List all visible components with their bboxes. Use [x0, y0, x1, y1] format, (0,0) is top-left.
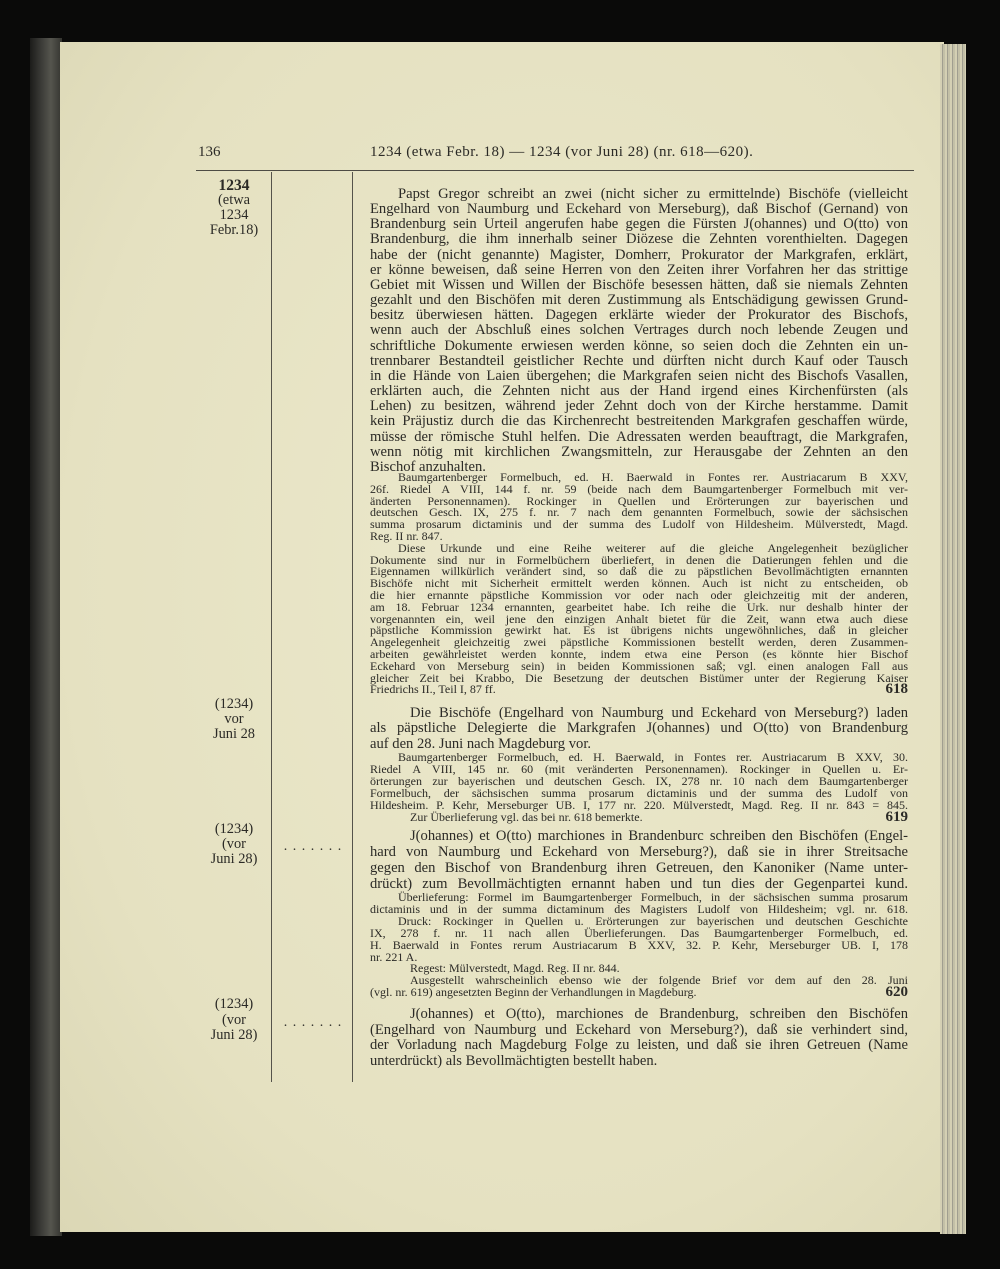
- note-line: arbeiten gewährleistet werden konnte, indem etwa eine Person (es könnte hier Bischof: [370, 646, 908, 661]
- regest-notes: [370, 472, 908, 696]
- book-edge-left: [30, 38, 62, 1236]
- date-line: (etwa: [218, 192, 250, 208]
- summary-line: Lehen) zu besitzen, während jeder Zehnt doch von der Kirche herstamme. Damit: [370, 398, 908, 415]
- header-rule: [196, 170, 914, 171]
- summary-line: in die Hände von Laien übergehen; die Markgrafen seien nicht des Bischofs Vasallen,: [370, 367, 908, 384]
- summary-line: er könne beweisen, daß seine Herren von den Zeiten ihrer Vorfahren her das strittige: [370, 261, 908, 278]
- note-line: Ausgestellt wahrscheinlich ebenso wie der folgende Brief vor dem auf den 28. Juni: [410, 973, 908, 988]
- note-line: vorgenannten ein, weil jene den einzigen Anhalt bietet für die Zeit, wann etwa auch diese: [370, 611, 908, 626]
- note-line: Eckehard von Merseburg sein) in beiden Kommissionen saß; vgl. einen analogen Fall aus: [370, 658, 908, 673]
- regest-number: 618: [885, 681, 908, 698]
- regest-summary: [370, 706, 908, 752]
- date-line: Febr.18): [209, 222, 259, 238]
- date-line: (1234): [214, 821, 254, 837]
- date-column: [196, 997, 272, 1044]
- note-line: Druck: Rockinger in Quellen u. Erörterungen zur bayerischen und deutschen Geschichte: [398, 913, 908, 928]
- column-rule-left: [271, 172, 272, 1082]
- summary-line: Gebiet mit Wissen und Willen der Bischöfe besessen hätten, daß sie niemals Zehnten: [370, 276, 908, 293]
- regest-summary: [370, 828, 908, 892]
- note-line: Formelbuch, der sächsischen summa prosarum dictaminis und der summa des Ludolf von: [370, 785, 908, 800]
- summary-line: Brandenburg sein Urteil angerufen habe gegen die Fürsten J(ohannes) und O(tto) von: [370, 216, 908, 233]
- summary-line: besitz überwiesen hätten. Dagegen erklärte wieder der Prokurator des Bischofs,: [370, 307, 908, 324]
- page-number: 136: [198, 144, 221, 160]
- summary-line: als päpstliche Delegierte die Markgrafen J(ohannes) und O(tto) von Brandenburg: [370, 720, 908, 737]
- note-line: Überlieferung: Formel im Baumgartenberger Formelbuch, in der sächsischen summa prosarum: [398, 890, 908, 904]
- note-line: Angelegenheit gleichzeitig zwei päpstliche Kommissionen bestellt werden, deren Zusammen-: [370, 635, 908, 650]
- note-line: Diese Urkunde und eine Reihe weiterer auf die gleiche Angelegenheit bezüglicher: [398, 540, 908, 555]
- regest-summary: [370, 1007, 908, 1070]
- note-line: Zur Überlieferung vgl. das bei nr. 618 bemerkte.: [410, 809, 643, 824]
- note-line: päpstliche Kommission gewirkt hat. Es ist übrigens nichts ungewöhnliches, daß in gleicher: [370, 623, 908, 638]
- summary-line: Die Bischöfe (Engelhard von Naumburg und Eckehard von Merseburg?) laden: [410, 705, 908, 721]
- note-line: Friedrichs II., Teil I, 87 ff.: [370, 682, 496, 697]
- page-edges-right: [940, 44, 966, 1234]
- date-column: [196, 697, 272, 742]
- note-line-final: [370, 681, 908, 698]
- summary-line: hard von Naumburg und Eckehard von Merseburg?), daß sie in ihrer Streitsache: [370, 844, 908, 860]
- summary-line: Papst Gregor schreibt an zwei (nicht sicher zu ermittelnde) Bischöfe (vielleicht: [398, 186, 908, 202]
- date-line: (1234): [214, 996, 254, 1012]
- note-line: Dokumente sind nur in Formelbüchern überliefert, in denen die Datierungen fehlen und die: [370, 552, 908, 567]
- note-line: nr. 221 A.: [370, 949, 418, 964]
- note-line: Reg. II nr. 847.: [370, 528, 443, 543]
- summary-line: (Engelhard von Naumburg und Eckehard von Merseburg?), daß sie verhindert sind,: [370, 1021, 908, 1038]
- date-column: [196, 822, 272, 867]
- date-line: (1234): [214, 696, 254, 712]
- note-line: örterungen zur bayerischen und deutschen Gesch. IX, 278 nr. 10 nach dem Baumgartenberger: [370, 773, 908, 788]
- regest-number: 620: [885, 984, 908, 1001]
- date-line: (vor: [222, 836, 246, 852]
- summary-line: der Vorladung nach Magdeburg Folge zu leisten, und daß sie ihren Getreuen (Name: [370, 1037, 908, 1054]
- note-line: Regest: Mülverstedt, Magd. Reg. II nr. 844.: [410, 961, 620, 976]
- date-line: 1234: [219, 207, 249, 223]
- date-line: Juni 28): [210, 1027, 258, 1043]
- leader-dots: . . . . . . .: [283, 839, 343, 854]
- summary-line: müsse der römische Stuhl helfen. Die Adressaten werden beauftragt, die Markgrafen,: [370, 428, 908, 445]
- summary-line: drückt) zum Bevollmächtigten ernannt haben und tun dies der Gegenpartei kund.: [370, 876, 908, 892]
- note-line: Baumgartenberger Formelbuch, ed. H. Baerwald in Fontes rer. Austriacarum B XXV,: [398, 470, 908, 484]
- note-line: (vgl. nr. 619) angesetzten Beginn der Verhandlungen in Magdeburg.: [370, 985, 697, 1000]
- note-line: änderten Personennamen). Rockinger in Quellen und Erörterungen zur bayerischen und: [370, 493, 908, 508]
- summary-line: Brandenburg, die ihm innerhalb seiner Diözese die Zehnten vorenthielten. Dagegen: [370, 231, 908, 248]
- note-line: Bischöfe nicht mit Sicherheit ermittelt werden können. Auch ist nicht zu entscheiden, ob: [370, 576, 908, 591]
- date-line: Juni 28: [213, 726, 255, 742]
- date-line: (vor: [222, 1011, 246, 1028]
- column-rule-right: [352, 172, 353, 1082]
- summary-line: gezahlt und den Bischöfen mit deren Zustimmung als Entschädigung gewissen Grund-: [370, 292, 908, 309]
- date-line: Juni 28): [210, 851, 258, 867]
- note-line: IX, 278 f. nr. 11 nach allen Überlieferungen. Das Baumgartenberger Formelbuch, ed.: [370, 925, 908, 940]
- summary-line: wenn nötig mit kirchlichen Zwangsmitteln, zur Herausgabe der Zehnten an den: [370, 443, 908, 460]
- note-line: summa prosarum dictaminis und der summa des Ludolf von Hildesheim. Mülverstedt, Magd.: [370, 517, 908, 532]
- summary-line: gegen den Bischof von Brandenburg ihren Getreuen, den Kanoniker (Name unter-: [370, 860, 908, 876]
- note-line: gleicher Zeit bei Krabbo, Die Besetzung der deutschen Bistümer unter der Regierung Kaiser: [370, 670, 908, 685]
- date-line: vor: [224, 711, 244, 727]
- note-line: Hildesheim. P. Kehr, Merseburger UB. I, 177 nr. 220. Mülverstedt, Magd. Reg. II nr. 843 = 845.: [370, 797, 908, 812]
- note-line: Eigennamen willkürlich verändert sind, so daß die zu päpstlichen Bevollmächtigten ernannten: [370, 564, 908, 579]
- summary-line: J(ohannes) et O(tto) marchiones in Brandenburc schreiben den Bischöfen (Engel-: [410, 828, 908, 844]
- regest-number: 619: [885, 808, 908, 825]
- summary-line: kein Präjustiz durch die das Kirchenrecht bestreitenden Markgrafen geschaffen würde,: [370, 413, 908, 430]
- note-line: am 18. Februar 1234 ernannten, gearbeitet habe. Ich reihe die Urk. nur deshalb hinter der: [370, 599, 908, 614]
- summary-line: auf den 28. Juni nach Magdeburg vor.: [370, 735, 592, 752]
- note-line: 26f. Riedel A VIII, 144 f. nr. 59 (beide nach dem Baumgartenberger Formelbuch mit ver-: [370, 481, 908, 496]
- summary-line: Bischof anzuhalten.: [370, 458, 486, 475]
- note-line-final: [370, 808, 908, 825]
- summary-line: habe der (nicht genannte) Magister, Domherr, Prokurator der Markgrafen, erklärt,: [370, 246, 908, 263]
- note-line: Riedel A VIII, 145 nr. 60 (mit veränderten Personennamen). Rockinger in Quellen u. Er-: [370, 761, 908, 776]
- note-line: H. Baerwald in Fontes rerum Austriacarum B XXV, 32. P. Kehr, Merseburger UB. I, 178: [370, 937, 908, 952]
- note-line: dictaminis und in der summa dictaminum des Magisters Ludolf von Hildesheim; vgl. nr. 618.: [370, 901, 908, 916]
- summary-line: trennbarer Bestandteil geistlicher Rechte und dürften nicht durch Kauf oder Tausch: [370, 352, 908, 369]
- running-title: 1234 (etwa Febr. 18) — 1234 (vor Juni 28) (nr. 618—620).: [370, 144, 754, 160]
- note-line: die hier ernannte päpstliche Kommission vor oder nach oder gleichzeitig mit der anderen,: [370, 587, 908, 602]
- summary-line: wenn auch der Abschluß eines solchen Vertrages durch noch lebende Zeugen und: [370, 322, 908, 339]
- regest-notes: [370, 892, 908, 999]
- note-line: Baumgartenberger Formelbuch, ed. H. Baerwald, in Fontes rer. Austriacarum B XXV, 30.: [398, 750, 908, 764]
- leader-dots: . . . . . . .: [283, 1015, 343, 1030]
- summary-line: Engelhard von Naumburg und Eckehard von Merseburg), daß Bischof (Gernand) von: [370, 201, 908, 218]
- summary-line: unterdrückt) als Bevollmächtigten bestellt haben.: [370, 1053, 658, 1070]
- summary-line: schriftliche Dokumente erwiesen werden könne, so seien doch die Zehnten ein un-: [370, 337, 908, 354]
- note-line-final: [370, 984, 908, 1001]
- summary-line: J(ohannes) et O(tto), marchiones de Brandenburg, schreiben den Bischöfen: [410, 1006, 908, 1022]
- date-column: [196, 178, 272, 238]
- regest-notes: [370, 752, 908, 823]
- date-line: 1234: [218, 177, 250, 194]
- regest-summary: [370, 187, 908, 475]
- summary-line: erklärten auch, die Zehnten nicht aus der Hand irgend eines Kirchenfürsten (als: [370, 383, 908, 400]
- note-line: deutschen Gesch. IX, 275 f. nr. 7 nach dem genannten Formelbuch, sowie der sächsischen: [370, 505, 908, 520]
